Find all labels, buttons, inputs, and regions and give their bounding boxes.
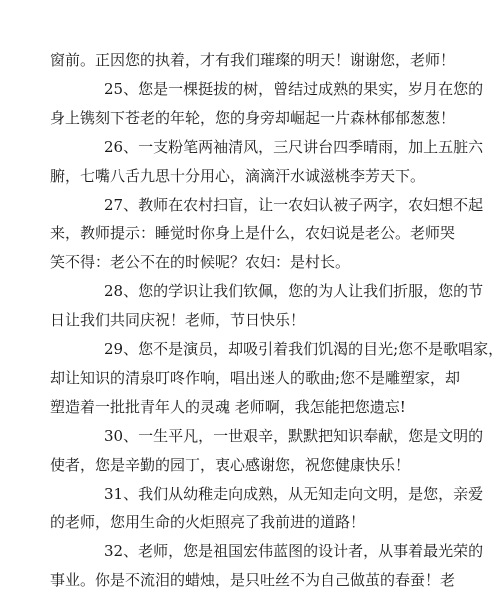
text-line: 腑，七嘴八舌九思十分用心，滴滴汗水诚滋桃李芳天下。 <box>50 166 426 185</box>
text-line: 塑造着一批批青年人的灵魂 老师啊，我怎能把您遗忘! <box>50 397 406 416</box>
text-line: 笑不得：老公不在的时候呢？农妇：是村长。 <box>50 253 351 272</box>
text-line: 的老师，您用生命的火炬照亮了我前进的道路！ <box>50 513 366 532</box>
text-line: 29、您不是演员，却吸引着我们饥渴的目光;您不是歌唱家， <box>104 340 503 358</box>
text-line: 30、一生平凡，一世艰辛，默默把知识奉献，您是文明的 <box>104 426 484 445</box>
text-line: 使者，您是辛勤的园丁，衷心感谢您，祝您健康快乐！ <box>50 455 411 474</box>
text-line: 25、您是一棵挺拔的树，曾结过成熟的果实，岁月在您的 <box>104 79 484 98</box>
text-line: 日让我们共同庆祝！老师，节日快乐！ <box>50 311 306 330</box>
text-line: 27、教师在农村扫盲，让一农妇认被子两字，农妇想不起 <box>104 195 484 214</box>
text-line: 31、我们从幼稚走向成熟，从无知走向文明，是您，亲爱 <box>104 484 484 503</box>
text-line: 来，教师提示：睡觉时你身上是什么，农妇说是老公。老师哭 <box>50 224 456 243</box>
text-line: 却让知识的清泉叮咚作响，唱出迷人的歌曲;您不是雕塑家，却 <box>50 368 461 387</box>
text-line: 26、一支粉笔两袖清风，三尺讲台四季晴雨，加上五脏六 <box>104 137 484 156</box>
text-line: 28、您的学识让我们钦佩，您的为人让我们折服，您的节 <box>104 282 484 301</box>
text-line: 32、老师，您是祖国宏伟蓝图的设计者，从事着最光荣的 <box>104 542 484 561</box>
text-line: 窗前。正因您的执着，才有我们璀璨的明天！谢谢您，老师！ <box>50 51 456 69</box>
text-line: 事业。你是不流泪的蜡烛，是只吐丝不为自己做茧的春蚕！老 <box>50 571 456 590</box>
text-line: 身上镌刻下苍老的年轮，您的身旁却崛起一片森林郁郁葱葱！ <box>50 108 456 127</box>
